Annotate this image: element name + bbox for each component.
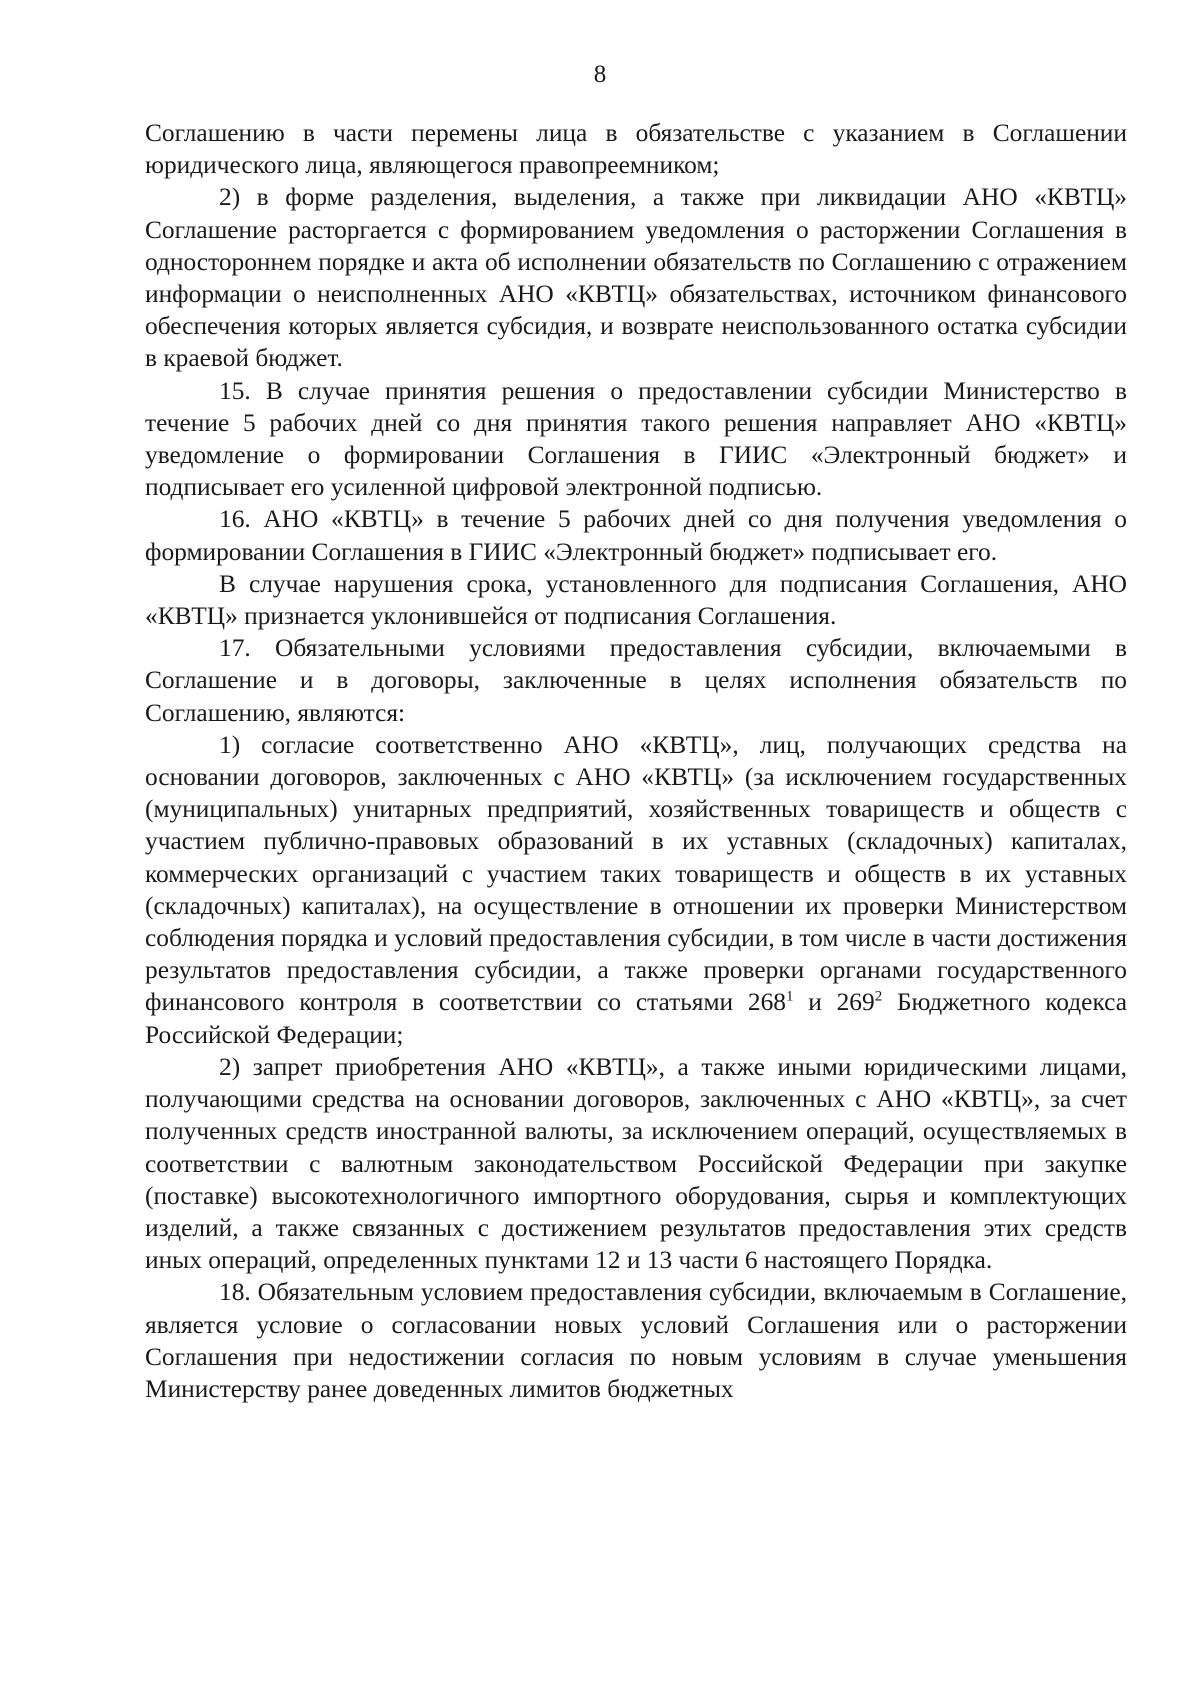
paragraph-17-item-1 — [145, 729, 1127, 1051]
paragraph-continuation: Соглашению в части перемены лица в обязательстве с указанием в Соглашении юридического лица, являющегося правопреемником; — [145, 119, 1127, 180]
paragraph-17: 17. Обязательными условиями предоставления субсидии, включаемыми в Соглашение и в договоры, заключенные в целях исполнения обязательств по Соглашению, являются: — [145, 634, 1127, 727]
paragraph-16-violation: В случае нарушения срока, установленного для подписания Соглашения, АНО «КВТЦ» признается уклонившейся от подписания Соглашения. — [145, 569, 1127, 631]
text-fragment: и — [793, 988, 837, 1017]
paragraph-15: 15. В случае принятия решения о предоставлении субсидии Министерство в течение 5 рабочих дней со дня принятия такого решения направляет АНО «КВТЦ» уведомление о формировании Соглашения в ГИИС «Электронный бюджет» и подписывает его усиленной цифровой электронной подписью. — [145, 376, 1127, 502]
paragraph-item-2-reorganization: 2) в форме разделения, выделения, а также при ликвидации АНО «КВТЦ» Соглашение расторгается с формированием уведомления о расторжении Соглашения в одностороннем порядке и акта об исполнении обязательств по Соглашению с отражением информации о неисполненных АНО «КВТЦ» обязательствах, источником финансового обеспечения которых является субсидия, и возврате неиспользованного остатка субсидии в краевой бюджет. — [145, 183, 1127, 373]
text-fragment: Бюджетного кодекса Российской Федерации; — [145, 988, 1127, 1049]
paragraph-18: 18. Обязательным условием предоставления субсидии, включаемым в Соглашение, является условие о согласовании новых условий Соглашения или о расторжении Соглашения при недостижении согласия по новым условиям в случае уменьшения Министерству ранее доведенных лимитов бюджетных — [145, 1278, 1127, 1403]
page-number: 8 — [593, 61, 607, 88]
article-number: 269 — [836, 988, 875, 1017]
paragraph-17-item-2: 2) запрет приобретения АНО «КВТЦ», а также иными юридическими лицами, получающими средства на основании договоров, заключенных с АНО «КВТЦ», за счет полученных средств иностранной валюты, за исключением операций, осуществляемых в соответствии с валютным законодательством Российской Федерации при закупке (поставке) высокотехнологичного импортного оборудования, сырья и комплектующих изделий, а также связанных с достижением результатов предоставления этих средств иных операций, определенных пунктами 12 и 13 части 6 настоящего Порядка. — [145, 1052, 1127, 1275]
article-number: 268 — [747, 988, 786, 1017]
document-body — [145, 117, 1127, 1405]
paragraph-16: 16. АНО «КВТЦ» в течение 5 рабочих дней со дня получения уведомления о формировании Соглашения в ГИИС «Электронный бюджет» подписывает его. — [145, 505, 1127, 566]
text-fragment: 1) согласие соответственно АНО «КВТЦ», лиц, получающих средства на основании договоров, заключенных с АНО «КВТЦ» (за исключением государственных (муниципальных) унитарных предприятий, хозяйственных товариществ и обществ с участием публично-правовых образований в их уставных (складочных) капиталах, коммерческих организаций с участием таких товариществ и обществ в их уставных (складочных) капиталах), на осуществление в отношении их проверки Министерством соблюдения порядка и условий предоставления субсидии, в том числе в части достижения результатов предоставления субсидии, а также проверки органами государственного финансового контроля в соответствии со статьями — [145, 730, 1127, 1017]
article-superscript: 1 — [785, 989, 794, 1006]
article-superscript: 2 — [874, 989, 883, 1006]
